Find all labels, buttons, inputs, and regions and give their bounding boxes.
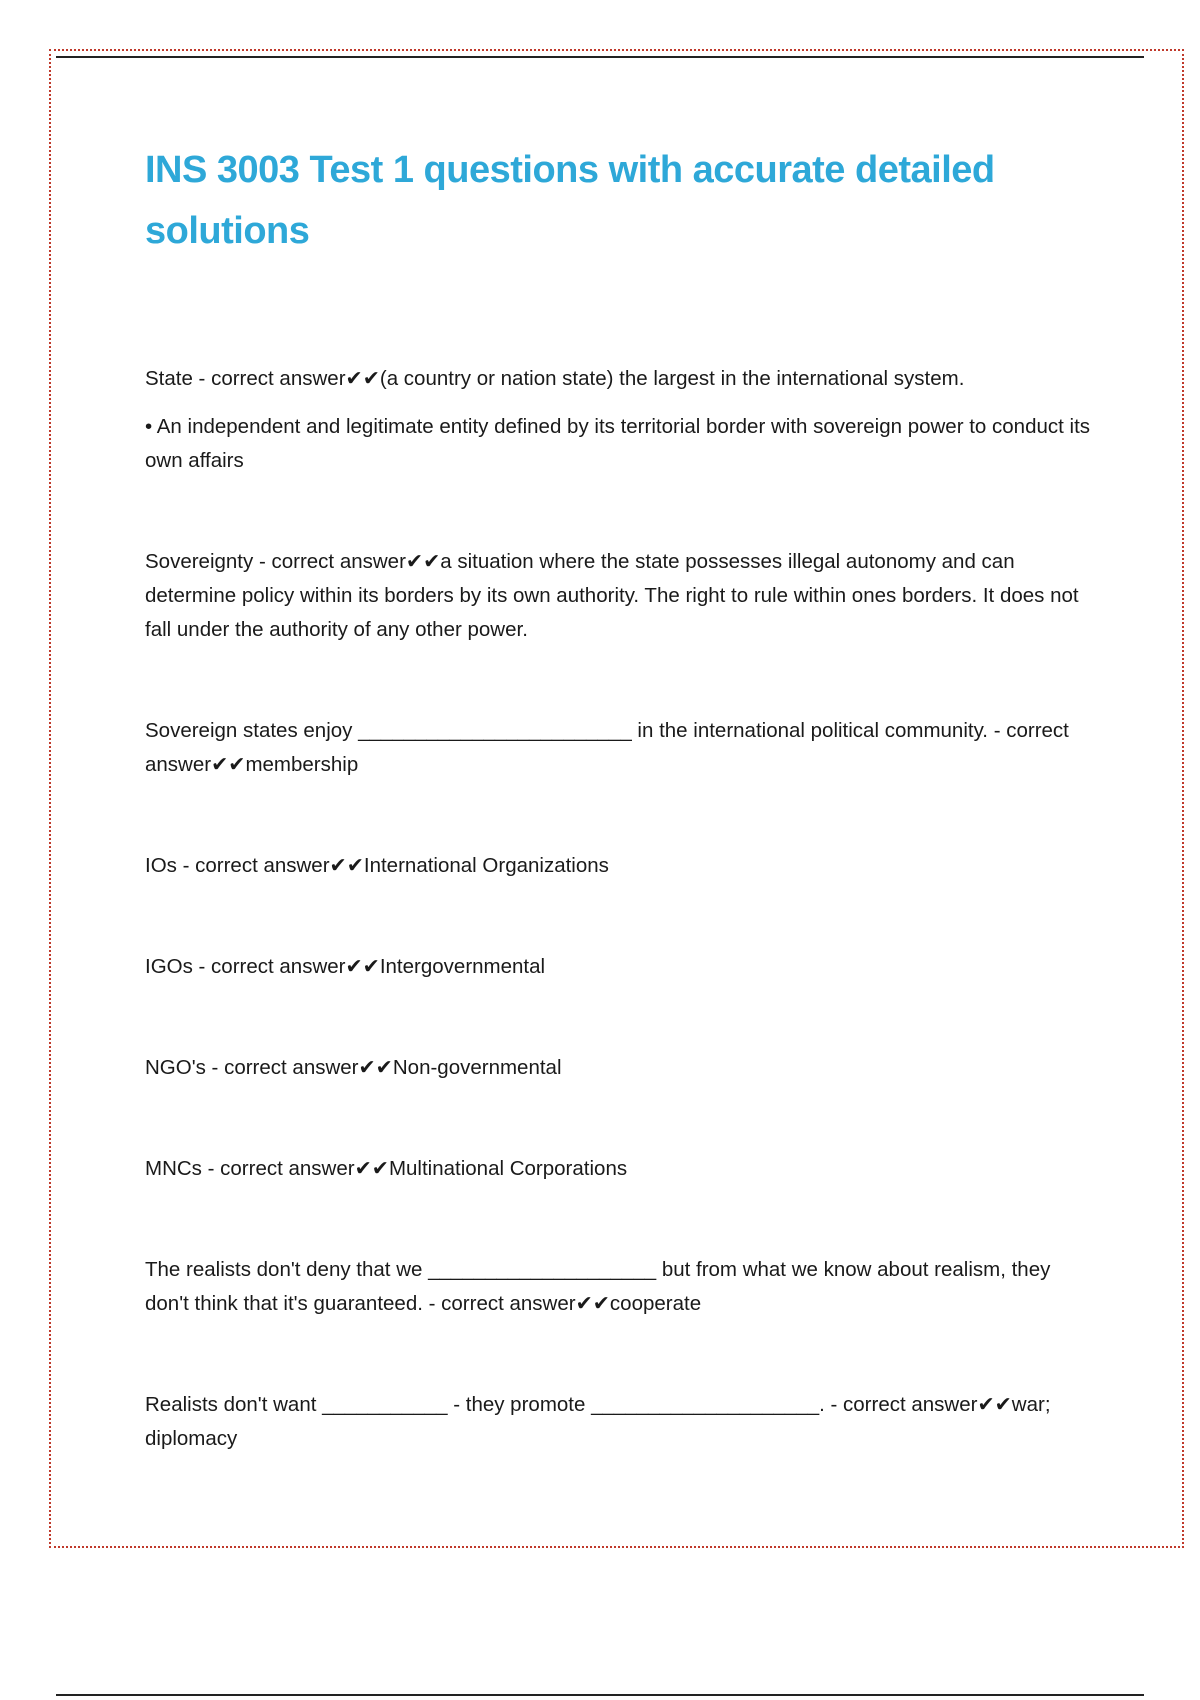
qa-bullet: • An independent and legitimate entity defined by its territorial border with sovereign power to conduct its own affairs (145, 415, 1091, 472)
qa-text: Sovereignty - correct answer✔✔a situation where the state possesses illegal autonomy and can determine policy within its borders by its own authority. The right to rule within ones borders. It does not fall under the authority of any other power. (145, 550, 1079, 641)
qa-text: MNCs - correct answer✔✔Multinational Corporations (145, 1157, 628, 1180)
footer-rule (56, 1694, 1144, 1696)
qa-text: IGOs - correct answer✔✔Intergovernmental (145, 955, 546, 978)
qa-entry-realists-war (145, 1388, 1095, 1456)
qa-entry-mncs (145, 1152, 1095, 1186)
qa-entry-sovereign-states (145, 714, 1095, 782)
qa-entry-ios (145, 849, 1095, 883)
qa-entry-state (145, 362, 1095, 478)
qa-text: Sovereign states enjoy ________________________ in the international political community. - correct answer✔✔membership (145, 719, 1069, 776)
qa-list (145, 362, 1095, 1523)
qa-entry-realists-cooperate (145, 1253, 1095, 1321)
qa-text: The realists don't deny that we ____________________ but from what we know about realism, they don't think that it's guaranteed. - correct answer✔✔cooperate (145, 1258, 1051, 1315)
qa-text: NGO's - correct answer✔✔Non-governmental (145, 1056, 562, 1079)
qa-entry-sovereignty (145, 545, 1095, 647)
qa-text: Realists don't want ___________ - they promote ____________________. - correct answer✔✔war; diplomacy (145, 1393, 1051, 1450)
header-rule (56, 56, 1144, 58)
qa-text: State - correct answer✔✔(a country or nation state) the largest in the international system. (145, 367, 965, 390)
qa-text: IOs - correct answer✔✔International Organizations (145, 854, 609, 877)
qa-entry-igos (145, 950, 1095, 984)
document-title: INS 3003 Test 1 questions with accurate detailed solutions (145, 149, 995, 252)
qa-entry-ngos (145, 1051, 1095, 1085)
